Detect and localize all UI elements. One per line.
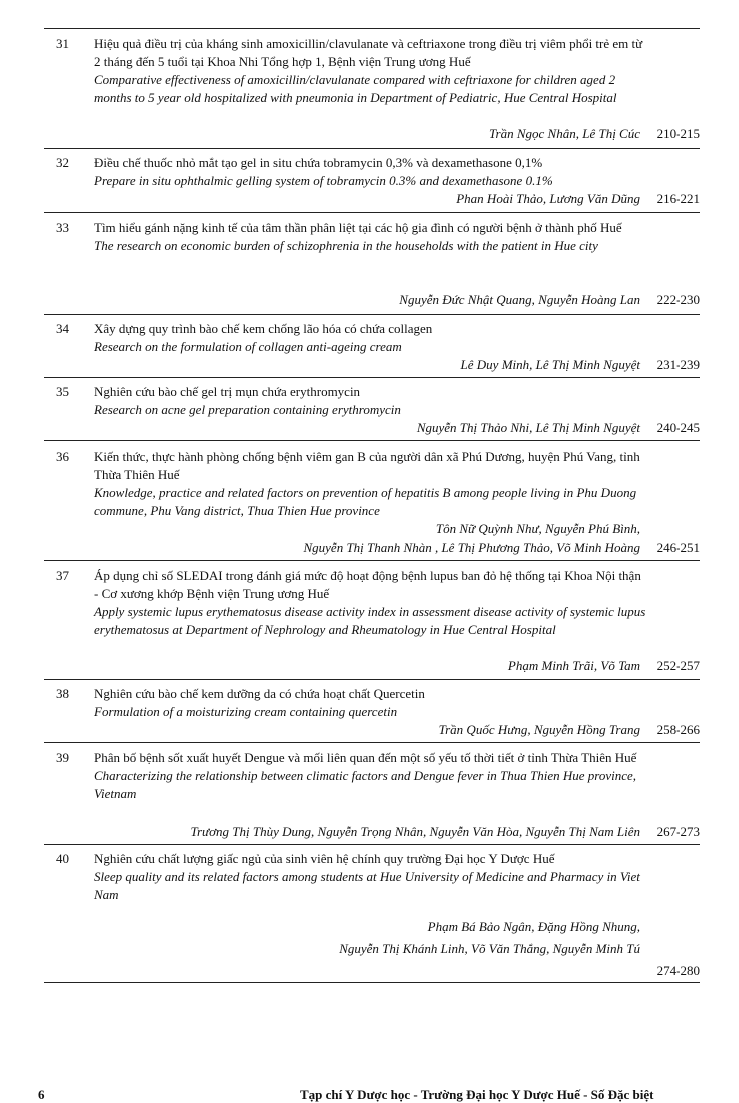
english-title: Comparative effectiveness of amoxicillin/clavulanate compared with ceftriaxone for children aged 2 months to 5 year old hospitalized with pneumonia in Department of Pediatric, Hue Central Hospital <box>94 72 617 105</box>
entry-text <box>94 685 647 721</box>
page-range: 274-280 <box>656 963 700 978</box>
footer-page-number: 6 <box>38 1087 45 1102</box>
toc-entry-31 <box>44 28 700 151</box>
entry-number: 36 <box>56 449 69 464</box>
english-title: Research on the formulation of collagen anti-ageing cream <box>94 339 402 354</box>
english-title: Prepare in situ ophthalmic gelling system of tobramycin 0.3% and dexamethasone 0.1% <box>94 173 553 188</box>
english-title: Knowledge, practice and related factors on prevention of hepatitis B among people living in Phu Duong commune, Phu Vang district, Thua Thien Hue province <box>94 485 637 518</box>
entry-text <box>94 35 647 107</box>
entry-text <box>94 448 647 520</box>
toc-entry-39 <box>44 742 700 843</box>
authors-line-1: Phạm Bá Bảo Ngân, Đặng Hồng Nhung, <box>427 919 640 934</box>
bottom-divider <box>44 982 700 983</box>
page-range: 222-230 <box>656 292 700 307</box>
entry-number: 31 <box>56 36 69 51</box>
vietnamese-title: Hiệu quả điều trị của kháng sinh amoxicillin/clavulanate và ceftriaxone trong điều trị viêm phổi trẻ em từ 2 tháng đến 5 tuổi tại Khoa Nhi Tổng hợp 1, Bệnh viện Trung ương Huế <box>94 36 643 69</box>
entry-text <box>94 219 647 255</box>
page-range: 216-221 <box>656 191 700 206</box>
authors-line-1: Tôn Nữ Quỳnh Như, Nguyễn Phú Bình, <box>435 521 640 536</box>
vietnamese-title: Xây dựng quy trình bào chế kem chống lão hóa có chứa collagen <box>94 321 433 336</box>
toc-entry-32 <box>44 148 700 211</box>
entry-number: 39 <box>56 750 69 765</box>
authors: Phạm Minh Trãi, Võ Tam <box>507 658 640 673</box>
toc-entry-38 <box>44 679 700 742</box>
entry-number: 40 <box>56 851 69 866</box>
authors: Nguyễn Đức Nhật Quang, Nguyễn Hoàng Lan <box>399 292 640 307</box>
entry-text <box>94 749 647 803</box>
toc-entry-33 <box>44 212 700 313</box>
english-title: Apply systemic lupus erythematosus disease activity index in assessment disease activity of systemic lupus erythematosus at Department of Nephrology and Rheumatology in Hue Central Hospital <box>94 604 646 637</box>
page-range: 246-251 <box>656 540 700 555</box>
vietnamese-title: Nghiên cứu chất lượng giấc ngủ của sinh viên hệ chính quy trường Đại học Y Dược Huế <box>94 851 555 866</box>
entry-number: 32 <box>56 155 69 170</box>
entry-text <box>94 320 647 356</box>
page-range: 252-257 <box>656 658 700 673</box>
english-title: The research on economic burden of schizophrenia in the households with the patient in Hue city <box>94 238 598 253</box>
authors: Nguyễn Thị Thảo Nhi, Lê Thị Minh Nguyệt <box>416 420 640 435</box>
authors: Trương Thị Thùy Dung, Nguyễn Trọng Nhân, Nguyễn Văn Hòa, Nguyễn Thị Nam Liên <box>190 824 640 839</box>
entry-text <box>94 383 647 419</box>
toc-entry-35 <box>44 377 700 440</box>
authors: Trần Quốc Hưng, Nguyễn Hồng Trang <box>438 722 640 737</box>
vietnamese-title: Tìm hiểu gánh nặng kinh tế của tâm thần phân liệt tại các hộ gia đình có người bệnh ở thành phố Huế <box>94 220 622 235</box>
entry-number: 34 <box>56 321 69 336</box>
toc-entry-36 <box>44 440 700 559</box>
vietnamese-title: Điều chế thuốc nhỏ mắt tạo gel in situ chứa tobramycin 0,3% và dexamethasone 0,1% <box>94 155 543 170</box>
page-range: 267-273 <box>656 824 700 839</box>
authors: Trần Ngọc Nhân, Lê Thị Cúc <box>489 126 640 141</box>
entry-number: 37 <box>56 568 69 583</box>
entry-text <box>94 154 647 190</box>
entry-number: 35 <box>56 384 69 399</box>
toc-entry-40 <box>44 844 700 985</box>
toc-entry-37 <box>44 560 700 679</box>
entry-text <box>94 567 647 639</box>
page-range: 258-266 <box>656 722 700 737</box>
page-range: 231-239 <box>656 357 700 372</box>
vietnamese-title: Nghiên cứu bào chế gel trị mụn chứa erythromycin <box>94 384 361 399</box>
entry-text <box>94 850 647 904</box>
page-range: 240-245 <box>656 420 700 435</box>
authors: Lê Duy Minh, Lê Thị Minh Nguyệt <box>460 357 640 372</box>
footer-journal-title: Tạp chí Y Dược học - Trường Đại học Y Dược Huế - Số Đặc biệt <box>300 1087 654 1102</box>
entry-number: 33 <box>56 220 69 235</box>
vietnamese-title: Áp dụng chỉ số SLEDAI trong đánh giá mức độ hoạt động bệnh lupus ban đỏ hệ thống tại Khoa Nội thận - Cơ xương khớp Bệnh viện Trung ương Huế <box>94 568 641 601</box>
english-title: Research on acne gel preparation containing erythromycin <box>94 402 401 417</box>
toc-entry-34 <box>44 314 700 377</box>
vietnamese-title: Phân bố bệnh sốt xuất huyết Dengue và mối liên quan đến một số yếu tố thời tiết ở tỉnh Thừa Thiên Huế <box>94 750 637 765</box>
entry-number: 38 <box>56 686 69 701</box>
english-title: Sleep quality and its related factors among students at Hue University of Medicine and Pharmacy in Viet Nam <box>94 869 640 902</box>
authors: Phan Hoài Thảo, Lương Văn Dũng <box>456 191 640 206</box>
english-title: Characterizing the relationship between climatic factors and Dengue fever in Thua Thien Hue province, Vietnam <box>94 768 637 801</box>
authors-line-2: Nguyễn Thị Thanh Nhàn , Lê Thị Phương Thảo, Võ Minh Hoàng <box>303 540 640 555</box>
english-title: Formulation of a moisturizing cream containing quercetin <box>94 704 398 719</box>
vietnamese-title: Kiến thức, thực hành phòng chống bệnh viêm gan B của người dân xã Phú Dương, huyện Phú Vang, tỉnh Thừa Thiên Huế <box>94 449 640 482</box>
vietnamese-title: Nghiên cứu bào chế kem dưỡng da có chứa hoạt chất Quercetin <box>94 686 425 701</box>
authors-line-2: Nguyễn Thị Khánh Linh, Võ Văn Thắng, Nguyễn Minh Tú <box>339 941 640 956</box>
page-range: 210-215 <box>656 126 700 141</box>
